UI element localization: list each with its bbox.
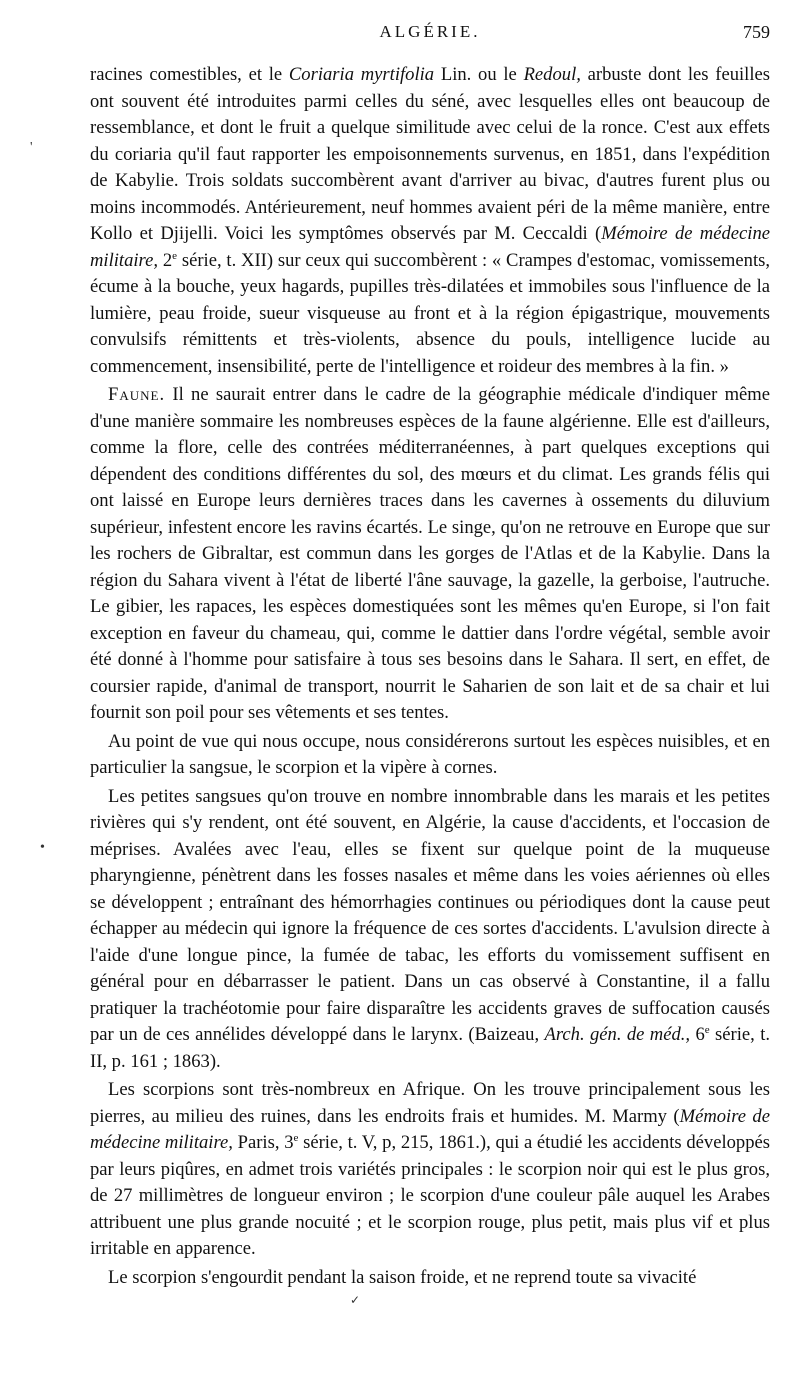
paragraph <box>90 1077 770 1263</box>
paragraph <box>90 729 770 782</box>
text-run: série, t. II, p. 161 ; 1863). <box>90 1024 771 1072</box>
text-run: Les scorpions sont très-nombreux en Afrique. On les trouve principalement sous les pierres, au milieu des ruines, dans les endroits frais et humides. M. Marmy ( <box>90 1079 770 1127</box>
paragraph <box>90 382 770 727</box>
text-run: Le scorpion s'engourdit pendant la saison froide, et ne reprend toute sa vivacité <box>108 1266 697 1288</box>
superscript: e <box>293 1131 299 1144</box>
italic-text: Mémoire de médecine militaire, <box>90 1105 770 1153</box>
body-text <box>90 62 770 1291</box>
page-header <box>90 22 770 52</box>
text-run: Au point de vue qui nous occupe, nous considérerons surtout les espèces nuisibles, et en particulier la sangsue, le scorpion et la vipère à cornes. <box>90 730 770 778</box>
text-run: Paris, 3 <box>232 1132 294 1153</box>
text-run: Lin. ou le <box>434 64 524 85</box>
margin-mark-bottom: ✓ <box>350 1293 361 1307</box>
text-run: racines comestibles, et le <box>90 64 289 85</box>
paragraph <box>90 62 770 380</box>
superscript: e <box>704 1023 710 1036</box>
text-run: Il ne saurait entrer dans le cadre de la géographie médicale d'indiquer même d'une manière sommaire les nombreuses espèces de la faune algérienne. Elle est d'ailleurs, comme la flore, celle des contrées méditerranéennes, à part quelques exceptions qui dépendent des conditions différentes du sol, des mœurs et du climat. Les grands félis qui ont laissé en Europe leurs dernières traces dans les cavernes à ossements du diluvium supérieur, infestent encore les ravins écartés. Le singe, qu'on ne retrouve en Europe que sur les rochers de Gibraltar, est commun dans les gorges de l'Atlas et de la Kabylie. Dans la région du Sahara vivent à l'état de liberté l'âne sauvage, la gazelle, la gerboise, l'autruche. Le gibier, les rapaces, les espèces domestiquées sont les mêmes qu'en Europe, si l'on fait exception en faveur du chameau, qui, comme le dattier dans l'ordre végétal, semble avoir été donné à l'homme pour satisfaire à tous ses besoins dans le Sahara. Il sert, en effet, de coursier rapide, d'animal de transport, nourrit le Saharien de son lait et de sa chair et lui fournit son poil pour ses vêtements et ses tentes. <box>90 384 770 723</box>
italic-text: Arch. gén. de méd., <box>544 1024 691 1045</box>
paragraph <box>90 784 770 1076</box>
text-run: 2 <box>158 249 173 271</box>
running-head: ALGÉRIE. <box>379 22 481 41</box>
paragraph <box>90 1265 770 1292</box>
italic-text: Coriaria myrtifolia <box>288 64 435 85</box>
text-run: Les petites sangsues qu'on trouve en nombre innombrable dans les marais et les petites rivières qui s'y rendent, ont été souvent, en Algérie, la cause d'accidents, et l'occasion de méprises. Avalées avec l'eau, elles se fixent sur quelque point de la muqueuse pharyngienne, pénètrent dans les fosses nasales et même dans les voies aériennes où elles se développent ; entraînant des hémorrhagies continues ou périodiques dont la cause peut échapper au médecin qui ignore la fréquence de ces sortes d'accidents. L'avulsion directe à l'aide d'une longue pince, la fumée de tabac, les efforts du vomissement suffisent en général pour en débarrasser le patient. Dans un cas observé à Constantine, il a fallu pratiquer la trachéotomie pour faire disparaître les accidents graves de suffocation causés par un de ces annélides développé dans le larynx. (Baizeau, <box>90 785 770 1045</box>
text-run: arbuste dont les feuilles ont souvent été introduites parmi celles du séné, avec lesquelles elles ont beaucoup de ressemblance, et dont le fruit a quelque similitude avec celui de la ronce. C'est aux effets du coriaria qu'il faut rapporter les empoisonnements survenus, en 1851, dans l'expédition de Kabylie. Trois soldats succombèrent avant d'arriver au bivac, d'autres furent plus ou moins incommodés. Antérieurement, neuf hommes avaient péri de la même manière, entre Kollo et Djijelli. Voici les symptômes observés par M. Ceccaldi ( <box>90 64 771 244</box>
margin-mark-dot: • <box>40 840 45 855</box>
page-number: 759 <box>743 22 770 42</box>
section-heading: Faune. <box>108 384 166 405</box>
superscript: e <box>172 249 178 262</box>
margin-mark-left: ' <box>30 140 33 155</box>
italic-text: Redoul, <box>523 64 581 85</box>
text-run: série, t. XII) sur ceux qui succombèrent : « Crampes d'estomac, vomissements, écume à la bouche, yeux hagards, pupilles très-dilatées et immobiles sous l'influence de la lumière, peau froide, sueur visqueuse au front et à la région épigastrique, mouvements convulsifs rémittents et très-violents, absence du pouls, intelligence lucide au commencement, insensibilité, perte de l'intelligence et roideur des membres à la fin. » <box>90 249 770 377</box>
italic-text: Mémoire de médecine militaire, <box>90 223 770 271</box>
text-run: 6 <box>690 1024 705 1045</box>
text-run: série, t. V, p, 215, 1861.), qui a étudié les accidents développés par leurs piqûres, en admet trois variétés principales : le scorpion noir qui est le plus gros, de 27 millimètres de longueur environ ; le scorpion d'une couleur pâle auquel les Arabes attribuent une plus grande nocuité ; et le scorpion rouge, plus petit, mais plus vif et plus irritable en apparence. <box>90 1132 770 1259</box>
